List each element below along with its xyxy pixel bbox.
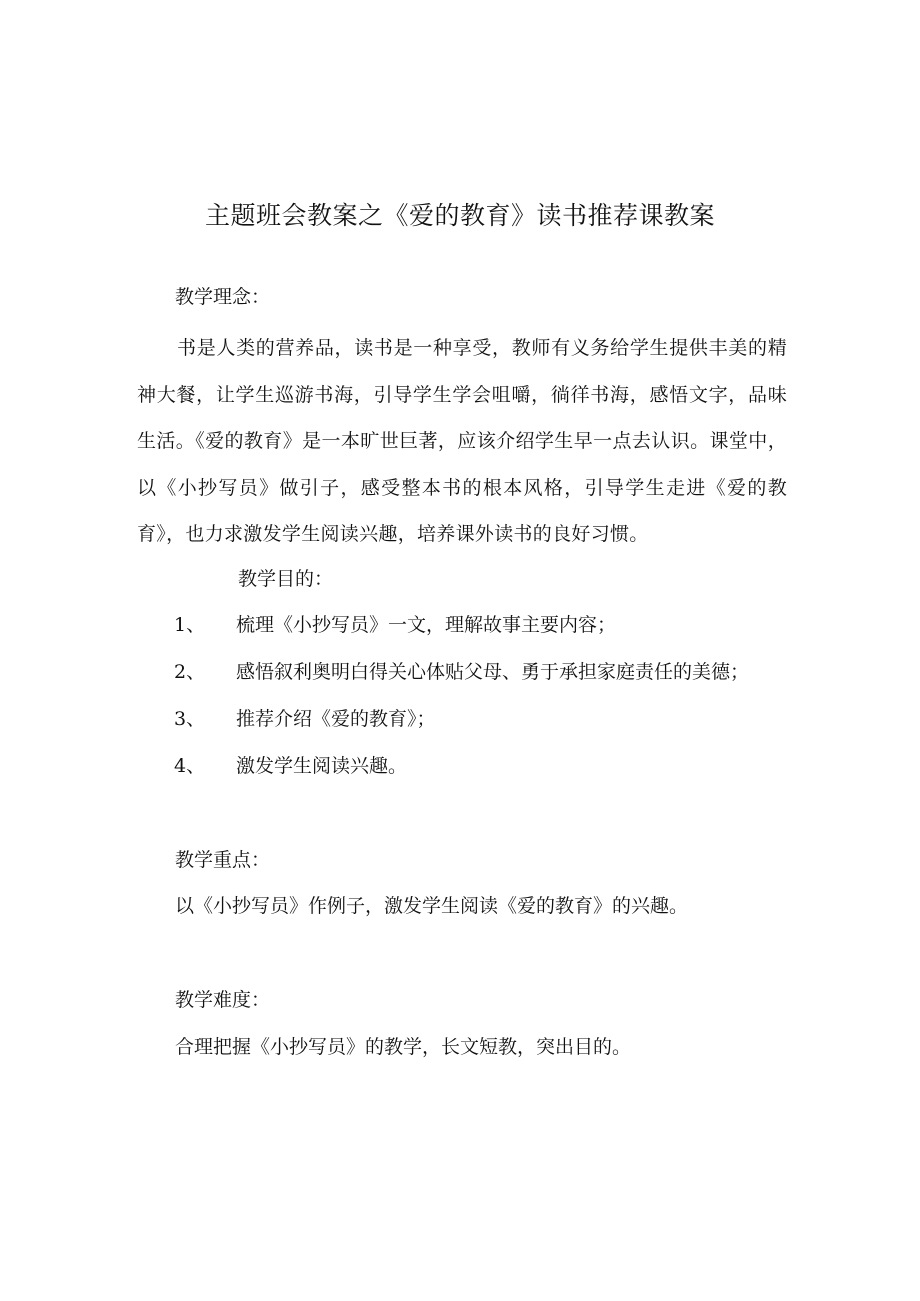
- document-title: 主题班会教案之《爱的教育》读书推荐课教案: [204, 201, 715, 230]
- goal-item: [174, 658, 749, 686]
- difficulty-heading: 教学难度：: [175, 989, 271, 1011]
- goal-item-number: 3、: [174, 708, 206, 730]
- goal-item-text: 推荐介绍《爱的教育》；: [236, 708, 436, 730]
- focus-text: 以《小抄写员》作例子，激发学生阅读《爱的教育》的兴趣。: [175, 895, 689, 917]
- goal-item-text: 激发学生阅读兴趣。: [236, 755, 408, 777]
- goal-item-number: 1、: [174, 614, 206, 636]
- goal-item-number: 4、: [174, 755, 206, 777]
- goal-item-number: 2、: [174, 661, 206, 683]
- focus-heading: 教学重点：: [175, 849, 271, 871]
- difficulty-text: 合理把握《小抄写员》的教学，长文短教，突出目的。: [175, 1036, 632, 1058]
- goal-item: [174, 611, 616, 639]
- concept-heading: 教学理念：: [175, 286, 271, 308]
- goal-item: [174, 705, 436, 733]
- concept-paragraph: 书是人类的营养品，读书是一种享受，教师有义务给学生提供丰美的精神大餐，让学生巡游书海，引导学生学会咀嚼，徜徉书海，感悟文字，品味生活。《爱的教育》是一本旷世巨著，应该介绍学生早一点去认识。课堂中，以《小抄写员》做引子，感受整本书的根本风格，引导学生走进《爱的教育》，也力求激发学生阅读兴趣，培养课外读书的良好习惯。: [137, 337, 787, 545]
- goal-item: [174, 752, 407, 780]
- goal-item-text: 梳理《小抄写员》一文，理解故事主要内容；: [236, 614, 617, 636]
- goals-heading: 教学目的：: [238, 568, 334, 590]
- goal-item-text: 感悟叙利奥明白得关心体贴父母、勇于承担家庭责任的美德；: [236, 661, 750, 683]
